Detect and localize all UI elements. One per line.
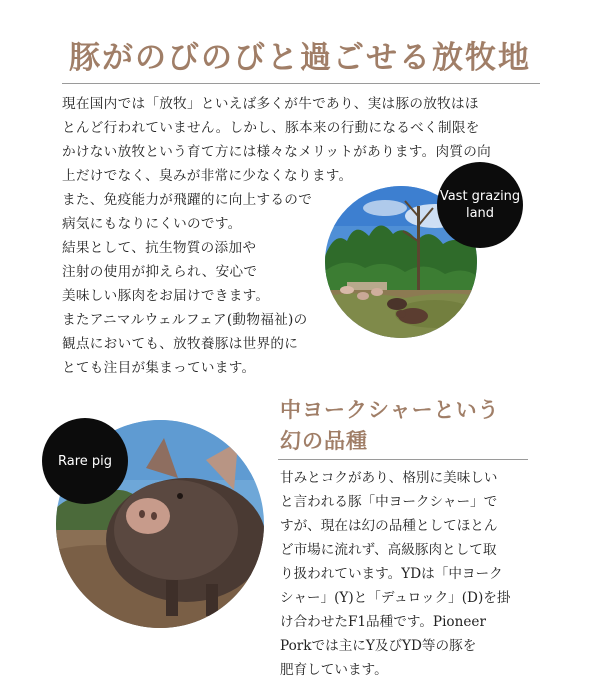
paragraph-line: 観点においても、放牧養豚は世界的に <box>62 336 299 352</box>
rare-breed-paragraph <box>280 466 542 682</box>
badge-text: Rare pig <box>57 453 113 469</box>
paragraph-line: 現在国内では「放牧」といえば多くが牛であり、実は豚の放牧はほ <box>62 96 479 112</box>
paragraph-line: シャー」(Y)と「デュロック」(D)を掛 <box>280 590 511 606</box>
title-line: 幻の品種 <box>280 428 368 453</box>
rare-pig-badge <box>42 418 128 504</box>
paragraph-line: と言われる豚「中ヨークシャー」で <box>280 494 498 510</box>
paragraph-line: とても注目が集まっています。 <box>62 360 256 376</box>
paragraph-line: Porkでは主にY及びYD等の豚を <box>280 638 477 654</box>
paragraph-line: またアニマルウェルフェア(動物福祉)の <box>62 312 308 328</box>
badge-text: Vast grazing <box>439 189 521 204</box>
paragraph-line: すが、現在は幻の品種としてほとん <box>280 518 498 534</box>
paragraph-line: 結果として、抗生物質の添加や <box>62 240 257 256</box>
paragraph-line: ど市場に流れず、高級豚肉として取 <box>280 542 497 558</box>
title-divider <box>278 459 528 460</box>
section-title-grazing: 豚がのびのびと過ごせる放牧地 <box>69 40 531 76</box>
paragraph-line: 肥育しています。 <box>280 662 388 678</box>
paragraph-line: 美味しい豚肉をお届けできます。 <box>62 288 270 304</box>
paragraph-line: 甘みとコクがあり、格別に美味しい <box>280 470 498 486</box>
grazing-land-badge <box>437 162 523 248</box>
section-title-rare-breed <box>280 394 530 456</box>
paragraph-line: り扱われています。YDは「中ヨーク <box>280 566 503 582</box>
paragraph-line: とんど行われていません。しかし、豚本来の行動になるべく制限を <box>62 120 480 136</box>
paragraph-line: また、免疫能力が飛躍的に向上するので <box>62 192 313 208</box>
paragraph-line: かけない放牧という育て方には様々なメリットがあります。肉質の向 <box>62 144 492 160</box>
paragraph-line: け合わせたF1品種です。Pioneer <box>280 614 486 630</box>
badge-text: land <box>465 206 495 221</box>
paragraph-line: 上だけでなく、臭みが非常に少なくなります。 <box>62 168 353 184</box>
paragraph-line: 注射の使用が抑えられ、安心で <box>62 264 258 280</box>
title-line: 中ヨークシャーという <box>280 397 500 422</box>
paragraph-line: 病気にもなりにくいのです。 <box>62 216 242 232</box>
title-divider <box>62 83 540 84</box>
